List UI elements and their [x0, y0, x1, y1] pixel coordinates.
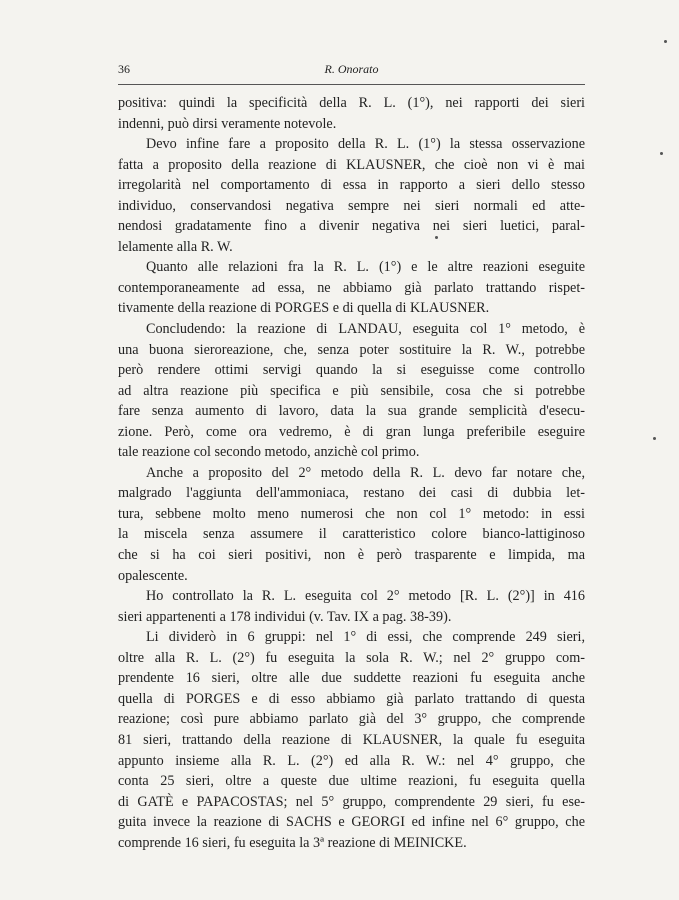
text-line: Anche a proposito del 2° metodo della R. L. devo far notare che, — [146, 464, 585, 481]
text-line: fatta a proposito della reazione di KLAUSNER, che cioè non vi è mai — [118, 156, 585, 173]
text-line: Devo infine fare a proposito della R. L. (1°) la stessa osservazione — [146, 136, 585, 153]
text-line: contemporaneamente ad essa, ne abbiamo già parlato trattando rispet- — [118, 279, 585, 296]
text-line: opalescente. — [118, 567, 188, 584]
text-line: irregolarità nel comportamento di essa in rapporto a sieri dello stesso — [118, 177, 585, 194]
text-line: una buona sieroreazione, che, senza poter sostituire la R. W., potrebbe — [118, 341, 585, 358]
scan-speck — [435, 236, 438, 239]
text-line: conta 25 sieri, oltre a queste due ultime reazioni, fu eseguita quella — [118, 773, 585, 790]
text-line: che si ha coi sieri positivi, non è però trasparente e limpida, ma — [118, 547, 585, 564]
text-line: fare senza aumento di lavoro, data la sua grande semplicità d'esecu- — [118, 403, 585, 420]
text-line: tivamente della reazione di PORGES e di quella di KLAUSNER. — [118, 300, 490, 317]
scan-speck — [664, 40, 667, 43]
text-line: però rendere ottimi servigi quando la si eseguisse come controllo — [118, 362, 585, 379]
text-line: comprende 16 sieri, fu eseguita la 3ª reazione di MEINICKE. — [118, 834, 467, 851]
text-line: oltre alla R. L. (2°) fu eseguita la sola R. W.; nel 2° gruppo com- — [118, 649, 585, 666]
header-rule — [118, 84, 585, 85]
running-title: R. Onorato — [324, 62, 379, 76]
text-line: indenni, può dirsi veramente notevole. — [118, 115, 337, 132]
text-line: malgrado l'aggiunta dell'ammoniaca, restano dei casi di dubbia let- — [118, 485, 585, 502]
text-line: sieri appartenenti a 178 individui (v. Tav. IX a pag. 38-39). — [118, 608, 452, 625]
text-line: Li dividerò in 6 gruppi: nel 1° di essi, che comprende 249 sieri, — [146, 629, 585, 646]
text-line: appunto insieme alla R. L. (2°) ed alla R. W.: nel 4° gruppo, che — [118, 752, 585, 769]
scan-speck — [660, 152, 663, 155]
text-line: reazione; così pure abbiamo parlato già del 3° gruppo, che comprende — [118, 711, 585, 728]
text-line: ad altra reazione più specifica e più sensibile, cosa che si potrebbe — [118, 382, 585, 399]
text-line: Quanto alle relazioni fra la R. L. (1°) e le altre reazioni eseguite — [146, 259, 585, 276]
text-line: Concludendo: la reazione di LANDAU, eseguita col 1° metodo, è — [146, 321, 585, 338]
text-line: 81 sieri, trattando della reazione di KLAUSNER, la quale fu eseguita — [118, 731, 585, 748]
text-line: tura, sebbene molto meno numerosi che non col 1° metodo: in essi — [118, 505, 585, 522]
text-line: positiva: quindi la specificità della R. L. (1°), nei rapporti dei sieri — [118, 95, 585, 111]
text-line: la miscela senza assumere il caratteristico colore bianco-lattiginoso — [118, 526, 585, 543]
text-line: nendosi gradatamente fino a divenir negativa nei sieri luetici, paral- — [118, 218, 585, 235]
text-line: prendente 16 sieri, oltre alle due suddette reazioni fu eseguita anche — [118, 670, 585, 687]
scan-speck — [653, 437, 656, 440]
text-line: zione. Però, come ora vedremo, è di gran lunga preferibile eseguire — [118, 423, 585, 440]
body-text — [118, 93, 585, 853]
page-header — [118, 62, 585, 80]
text-line: tale reazione col secondo metodo, anzichè col primo. — [118, 444, 420, 461]
text-line: Ho controllato la R. L. eseguita col 2° metodo [R. L. (2°)] in 416 — [146, 588, 585, 605]
text-line: di GATÈ e PAPACOSTAS; nel 5° gruppo, comprendente 29 sieri, fu ese- — [118, 793, 585, 810]
page-number: 36 — [118, 62, 130, 76]
text-line: quella di PORGES e di esso abbiamo già parlato trattando di questa — [118, 690, 585, 707]
text-line: lelamente alla R. W. — [118, 238, 233, 255]
text-line: individuo, conservandosi negativa sempre nei sieri normali ed atte- — [118, 197, 585, 214]
text-line: guita invece la reazione di SACHS e GEORGI ed infine nel 6° gruppo, che — [118, 814, 585, 831]
